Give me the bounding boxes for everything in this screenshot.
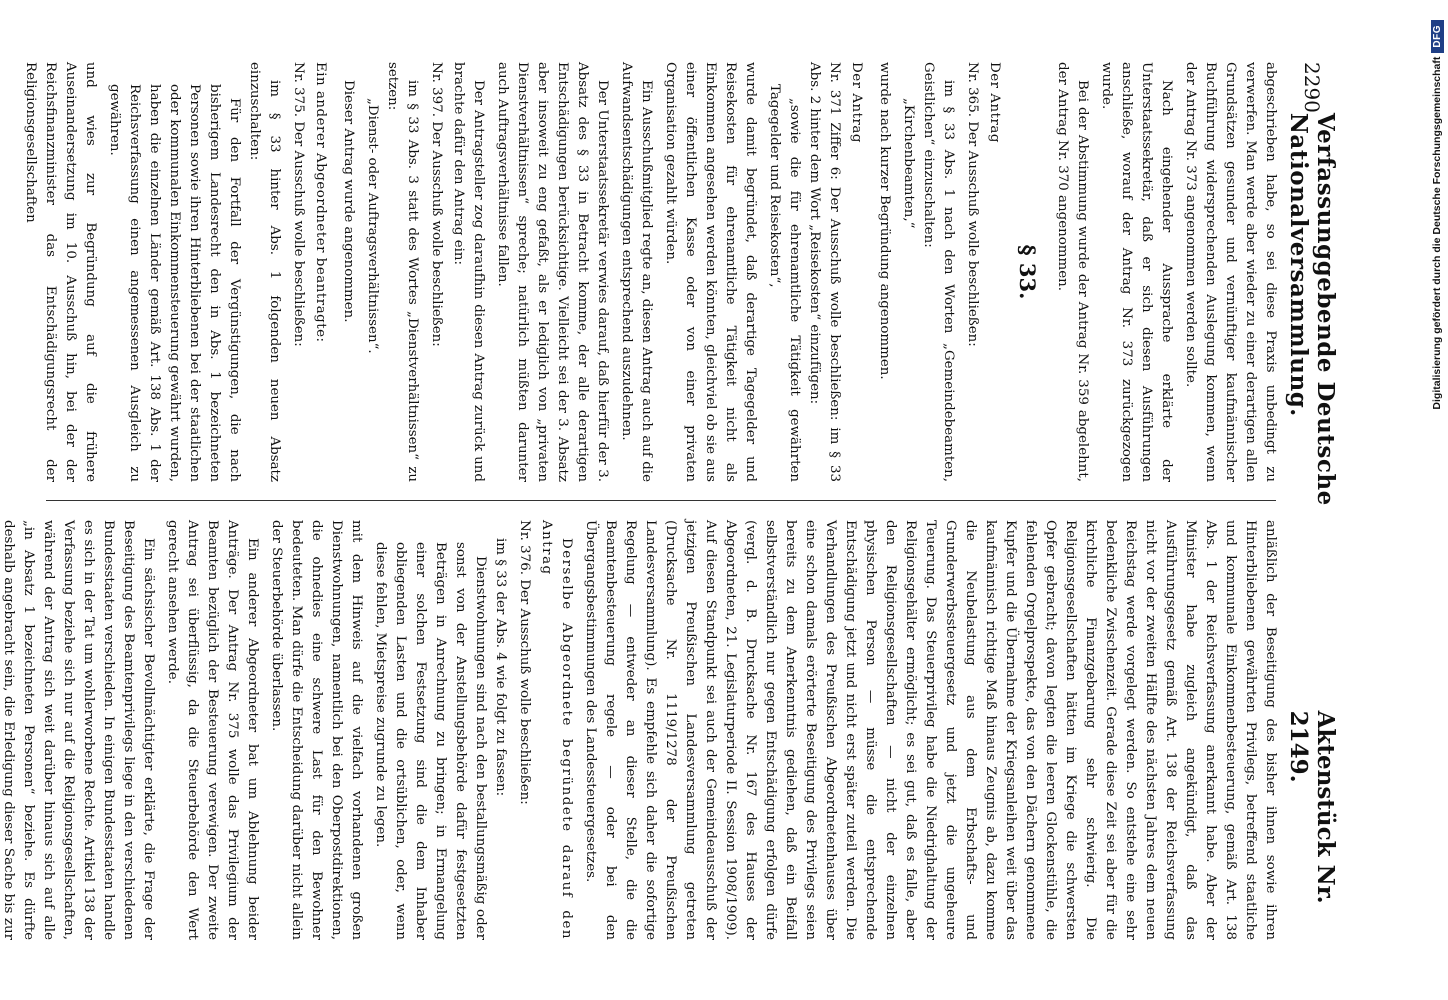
paragraph: im § 33 Abs. 3 statt des Wortes „Dienstverhältnissen“ zu setzen: [385,62,420,482]
digitization-credit: Digitalisierung gefördert durch die Deutsche Forschungsgemeinschaft [1431,56,1443,410]
document-number: Aktenstück Nr. 2149. [1285,710,1339,904]
paragraph: anläßlich der Beseitigung des bisher ihnen sowie ihren Hinterbliebenen gewährten Privilegs, betreffend staatliche und kommunale Einkommenbesteuerung, gemäß Art. 138 Abs. 1 der Reichsverfassung anerkannt habe. Aber der Minister habe zugleich angekündigt, daß das Ausführungsgesetz gemäß Art. 138 der Reichsverfassung nicht vor der zweiten Hälfte des nächsten Jahres dem neuen Reichstag werde vorgelegt werden. So entstehe eine sehr bedenkliche Zwischenzeit. Gerade diese Zeit sei aber für die kirchliche Finanzgebarung sehr schwierig. Die Religionsgesellschaften hätten im Kriege die schwersten Opfer gebracht; davon legten die leeren Glockenstühle, die fehlenden Orgelprospekte, das von den Dächern genommene Kupfer und die Übernahme der Kriegsanleihen weit über das kaufmännisch richtige Maß hinaus Zeugnis ab, dazu komme die Neubelastung aus dem Erbschafts- und Grunderwerbssteuergesetz und jetzt die ungeheure Teuerung. Das Steuerprivileg habe die Niedrighaltung der Religionsgehälter ermöglicht; es sei gut, daß es falle, aber den Religionsgesellschaften — nicht der einzelnen physischen Person — müsse die entsprechende Entschädigung jetzt und nicht erst später zuteil werden. Die Verhandlungen des Preußischen Abgeordnetenhauses über eine schon damals erörterte Beseitigung des Privilegs seien bereits zu dem Anerkenntnis gediehen, daß ein Beifall selbstverständlich nur gegen Entschädigung erfolgen dürfe (vergl. d. B. Drucksache Nr. 167 des Hauses der Abgeordneten, 21. Legislaturperiode II. Session 1908/1909). Auf diesen Standpunkt sei auch der Gemeindeausschuß der jetzigen Preußischen Landesversammlung getreten (Drucksache Nr. 1119/1278 der Preußischen Landesversammlung). Es empfehle sich daher die sofortige Regelung — entweder an dieser Stelle, die die Beamtenbesteuerung regele — oder bei den Übergangsbestimmungen des Landessteuergesetzes. [583,520,1278,940]
paragraph: abgeschrieben habe, so sei diese Praxis unbedingt zu verwerfen. Man werde aber wieder zu einer derartigen allen Grundsätzen gesunder und vernünftiger kaufmännischer Buchführung widersprechenden Auslegung kommen, wenn der Antrag Nr. 373 angenommen werden sollte. [1183,62,1278,482]
paragraph: mit dem Hinweis auf die vielfach vorhandenen großen Dienstwohnungen, namentlich bei den Oberpostdirektionen, die ohnedies eine schwere Last für den Bewohner bedeuteten. Man dürfe die Entscheidung darüber nicht allein der Steuerbehörde überlassen. [269,520,364,940]
section-heading: § 33. [1015,244,1040,300]
page-number: 2290 [1300,62,1324,113]
motion-label: Der Antrag [987,62,1002,143]
paragraph: Ein Ausschußmitglied regte an, diesen Antrag auch auf die Aufwandsentschädigungen entsprechend auszudehnen. [619,62,654,482]
paragraph: Ein sächsischer Bevollmächtigter erklärte, die Frage der Beseitigung des Beamtenprivilegs liege in den verschiedenen Bundesstaaten verschieden. In einigen Bundesstaaten handle es sich in der Tat um wohlerworbene Rechte. Artikel 138 der Verfassung beziehe sich nur auf die Religionsgesellschaften, während der Antrag sich weit darüber hinaus sich auf alle „in Absatz 1 bezeichneten Personen“ beziehe. Es dürfte deshalb angebracht sein, die Erledigung dieser Sache bis zur [1,520,156,940]
paragraph: Bei der Abstimmung wurde der Antrag Nr. 359 abgelehnt, der Antrag Nr. 370 angenommen. [1055,62,1090,482]
paragraph: Nach eingehender Aussprache erklärte der Unterstaatssekretär, daß er sich diesen Ausführungen anschließe, worauf der Antrag Nr. 373 zurückgezogen wurde. [1099,62,1174,482]
quoted-amendment: Für den Fortfall der Vergünstigungen, die nach bisherigem Landesrecht den in Abs. 1 bezeichneten Personen sowie ihren Hinterbliebenen bei der staatlichen oder kommunalen Einkommensteuerung gewährt wurden, haben die einzelnen Länder gemäß Art. 138 Abs. 1 der Reichsverfassung einen angemessenen Ausgleich zu gewähren. [107,84,242,482]
paragraph: und wies zur Begründung auf die frühere Auseinandersetzung im 10. Ausschuß hin, bei der der Reichsfinanzminister das Entschädigungsrecht der Religionsgesellschaften [23,62,98,482]
paragraph: Derselbe Abgeordnete begründete darauf den Antrag [539,520,574,940]
right-text-column [1,520,1280,940]
paragraph: Der Antragsteller zog daraufhin diesen Antrag zurück und brachte dafür den Antrag ein: [451,62,486,482]
paragraph: wurde nach kurzer Begründung angenommen. [877,62,892,380]
quoted-amendment: „Kirchenbeamten,“ [901,98,916,229]
paragraph: Dieser Antrag wurde angenommen. [341,80,356,323]
motion-number: Nr. 365. Der Ausschuß wolle beschließen: [965,62,980,347]
paragraph: im § 33 der Abs. 4 wie folgt zu fassen: [493,538,508,797]
quoted-amendment: „sowie die für ehrenamtliche Tätigkeit gewährten Tagegelder und Reisekosten“, [767,84,802,482]
paragraph: im § 33 hinter Abs. 1 folgenden neuen Absatz einzuschalten: [247,62,282,482]
motion-number: Nr. 371 Ziffer 6: Der Ausschuß wolle beschließen: im § 33 Abs. 2 hinter dem Wort „Reisekosten“ einzufügen: [807,62,842,482]
digitization-sidenote [1404,20,1443,985]
running-title: Verfassunggebende Deutsche Nationalversammlung. [1285,112,1339,506]
paragraph: im § 33 Abs. 1 nach den Worten „Gemeindebeamten, Geistlichen“ einzuschalten: [921,62,956,482]
column-divider [46,500,1276,501]
left-text-column [23,62,1280,482]
page-header [1285,62,1339,942]
paragraph: Der Unterstaatssekretär verwies darauf, daß hierfür der 3. Absatz des § 33 in Betracht komme, der alle derartigen Entschädigungen berücksichtige. Vielleicht sei der 3. Absatz aber insoweit zu eng gefaßt, als er lediglich von „privaten Dienstverhältnissen“ spreche; natürlich müßten darunter auch Auftragsverhältnisse fallen. [495,62,610,482]
paragraph: Ein anderer Abgeordneter bat um Ablehnung beider Anträge. Der Antrag Nr. 375 wolle das Privilegium der Beamten bezüglich der Besteuerung verewigen. Der zweite Antrag sei überflüssig, da die Steuerbehörde den Wert gerecht ansehen werde. [165,520,260,940]
paragraph: wurde damit begründet, daß derartige Tagegelder und Reisekosten für ehrenamtliche Tätigkeit nicht als Einkommen angesehen werden könnten, gleichviel ob sie aus einer öffentlichen Kasse oder von einer privaten Organisation gezahlt würden. [663,62,758,482]
quoted-amendment: Dienstwohnungen sind nach den bestallungsmäßig oder sonst von der Anstellungsbehörde dafür festgesetzten Beträgen in Anrechnung zu bringen; in Ermangelung einer solchen Festsetzung sind die dem Inhaber obliegenden Lasten und die ortsüblichen, oder, wenn diese fehlen, Mietspreise zugrunde zu legen. [373,542,488,940]
motion-label: Der Antrag [849,62,864,143]
motion-number: Nr. 376. Der Ausschuß wolle beschließen: [517,520,532,805]
quoted-amendment: „Dienst- oder Auftragsverhältnissen“. [365,98,380,354]
dfg-logo: DFG [1431,20,1444,53]
motion-label: Ein anderer Abgeordneter beantragte: [313,62,328,343]
motion-number: Nr. 375. Der Ausschuß wolle beschließen: [291,62,306,347]
motion-number: Nr. 397. Der Ausschuß wolle beschließen: [429,62,444,347]
